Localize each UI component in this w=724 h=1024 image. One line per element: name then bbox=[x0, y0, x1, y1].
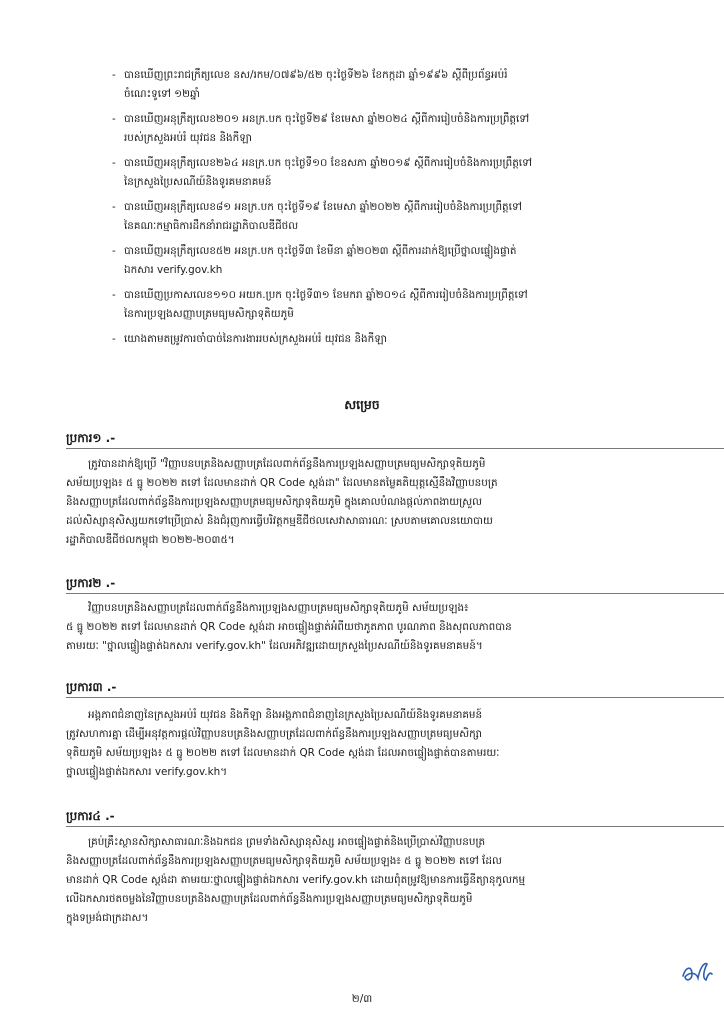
reference-line: ឯកសារ verify.gov.kh bbox=[124, 264, 223, 276]
reference-line: នៃគណៈកម្មាធិការដឹកនាំរាជរដ្ឋាភិបាលឌីជីថល bbox=[124, 220, 299, 232]
body-line: ទុតិយភូមិ សម័យប្រឡង៖ ៥ ធ្នូ ២០២២ តទៅ ដែលមានដាក់ QR Code ស្តង់ដា ដែលអាចផ្ទៀងផ្ទាត់បានតាមរយៈ bbox=[66, 747, 500, 759]
reference-line: ចំណេះទូទៅ ១២ឆ្នាំ bbox=[124, 88, 200, 100]
article-2-heading bbox=[66, 575, 115, 591]
body-line: រដ្ឋាភិបាលឌីជីថលកម្ពុជា ២០២២-២០៣៥។ bbox=[66, 534, 235, 546]
heading-rule bbox=[66, 826, 724, 827]
bullet-dash: - bbox=[112, 157, 116, 169]
decision-title: សម្រេច bbox=[344, 397, 380, 412]
reference-line: បានឃើញអនុក្រឹត្យលេខ២០១ អនក្រ.បក ចុះថ្ងៃទី២៩ ខែមេសា ឆ្នាំ២០២៤ ស្តីពីការរៀបចំនិងការប្រព្រឹត្តទៅ bbox=[124, 113, 530, 125]
reference-line: បានឃើញអនុក្រឹត្យលេខ៨១ អនក្រ.បក ចុះថ្ងៃទី១៩ ខែមេសា ឆ្នាំ២០២២ ស្តីពីការរៀបចំនិងការប្រព្រឹត្តទៅ bbox=[124, 201, 522, 213]
article-heading-text: ប្រការ៣ .- bbox=[66, 680, 117, 694]
body-line: ត្រូវបានដាក់ឱ្យប្រើ "វិញ្ញាបនបត្រនិងសញ្ញាបត្រដែលពាក់ព័ន្ធនឹងការប្រឡងសញ្ញាបត្រមធ្យមសិក្សាទុតិយភូមិ bbox=[88, 458, 486, 470]
body-line: វិញ្ញាបនបត្រនិងសញ្ញាបត្រដែលពាក់ព័ន្ធនឹងការប្រឡងសញ្ញាបត្រមធ្យមសិក្សាទុតិយភូមិ សម័យប្រឡង៖ bbox=[88, 602, 469, 614]
body-line: អង្គភាពជំនាញនៃក្រសួងអប់រំ យុវជន និងកីឡា និងអង្គភាពជំនាញនៃក្រសួងប្រៃសណីយ៍និងទូរគមនាគមន៍ bbox=[88, 709, 483, 721]
reference-item bbox=[112, 110, 672, 148]
references-list bbox=[112, 66, 672, 355]
body-line: មានដាក់ QR Code ស្តង់ដា តាមរយៈថ្នាលផ្ទៀងផ្ទាត់ឯកសារ verify.gov.kh ដោយពុំតម្រូវឱ្យមានការធ្វើនីត្យានុកូលកម្ម bbox=[66, 874, 526, 886]
body-line: និងសញ្ញាបត្រដែលពាក់ព័ន្ធនឹងការប្រឡងសញ្ញាបត្រមធ្យមសិក្សាទុតិយភូមិ សម័យប្រឡង៖ ៥ ធ្នូ ២០២២ តទៅ ដែល bbox=[66, 855, 502, 867]
bullet-dash: - bbox=[112, 69, 116, 81]
reference-line: យោងតាមតម្រូវការចាំបាច់នៃការងាររបស់ក្រសួងអប់រំ យុវជន និងកីឡា bbox=[124, 333, 387, 345]
body-line: និងសញ្ញាបត្រដែលពាក់ព័ន្ធនឹងការប្រឡងសញ្ញាបត្រមធ្យមសិក្សាទុតិយភូមិ ក្នុងគោលបំណងផ្តល់ភាពងាយស្រួល bbox=[66, 496, 483, 508]
article-4-heading bbox=[66, 808, 115, 824]
article-4-body bbox=[66, 833, 678, 928]
bullet-dash: - bbox=[112, 289, 116, 301]
reference-item bbox=[112, 154, 672, 192]
reference-line: បានឃើញព្រះរាជក្រឹត្យលេខ នស/រកម/០៧៩៦/៥២ ចុះថ្ងៃទី២៦ ខែកក្កដា ឆ្នាំ១៩៩៦ ស្តីពីប្រព័ន្ធអប់រំ bbox=[124, 69, 508, 81]
reference-line: នៃការប្រឡងសញ្ញាបត្រមធ្យមសិក្សាទុតិយភូមិ bbox=[124, 308, 294, 320]
body-line: សម័យប្រឡង៖ ៥ ធ្នូ ២០២២ តទៅ ដែលមានដាក់ QR Code ស្តង់ដា" ដែលមានតម្លៃគតិយុត្តស្មើនឹងវិញ្ញាបនបត្រ bbox=[66, 477, 498, 489]
body-line: តាមរយៈ "ថ្នាលផ្ទៀងផ្ទាត់ឯកសារ verify.gov.kh" ដែលអភិវឌ្ឍដោយក្រសួងប្រៃសណីយ៍និងទូរគមនាគមន៍។ bbox=[66, 640, 483, 652]
article-heading-text: ប្រការ២ .- bbox=[66, 576, 116, 590]
reference-item bbox=[112, 198, 672, 236]
reference-line: របស់ក្រសួងអប់រំ យុវជន និងកីឡា bbox=[124, 132, 252, 144]
reference-line: បានឃើញអនុក្រឹត្យលេខ២៦៤ អនក្រ.បក ចុះថ្ងៃទី១០ ខែឧសភា ឆ្នាំ២០១៩ ស្តីពីការរៀបចំនិងការប្រព្រឹត្តទៅ bbox=[124, 157, 532, 169]
bullet-dash: - bbox=[112, 333, 116, 345]
body-line: ដល់សិស្សានុសិស្សយកទៅប្រើប្រាស់ និងជំរុញការធ្វើបរិវត្តកម្មឌីជីថលសេវាសាធារណៈ ស្របតាមគោលនយោបាយ bbox=[66, 515, 493, 527]
article-3-body bbox=[66, 706, 678, 782]
heading-rule bbox=[66, 448, 724, 449]
article-heading-text: ប្រការ៤ .- bbox=[66, 809, 115, 823]
article-1-body bbox=[66, 455, 678, 550]
heading-rule bbox=[66, 697, 724, 698]
reference-item bbox=[112, 286, 672, 324]
reference-line: បានឃើញប្រកាសលេខ១១០ អយក.ប្រក ចុះថ្ងៃទី៣១ ខែមករា ឆ្នាំ២០១៤ ស្តីពីការរៀបចំនិងការប្រព្រឹត្តទៅ bbox=[124, 289, 528, 301]
bullet-dash: - bbox=[112, 113, 116, 125]
reference-item bbox=[112, 66, 672, 104]
body-line: ត្រូវសហការគ្នា ដើម្បីអនុវត្តការផ្តល់វិញ្ញាបនបត្រនិងសញ្ញាបត្រដែលពាក់ព័ន្ធនឹងការប្រឡងសញ្ញាបត្រមធ្យមសិក្សា bbox=[66, 728, 482, 740]
article-2-body bbox=[66, 599, 678, 656]
reference-line: នៃក្រសួងប្រៃសណីយ៍និងទូរគមនាគមន៍ bbox=[124, 176, 272, 188]
page-number: ២/៣ bbox=[351, 993, 373, 1005]
heading-rule bbox=[66, 593, 724, 594]
body-line: ថ្នាលផ្ទៀងផ្ទាត់ឯកសារ verify.gov.kh។ bbox=[66, 766, 228, 778]
body-line: គ្រប់គ្រឹះស្ថានសិក្សាសាធារណៈនិងឯកជន ព្រមទាំងសិស្សានុសិស្ស អាចផ្ទៀងផ្ទាត់និងប្រើប្រាស់វិញ្ញាបនបត្រ bbox=[88, 836, 486, 848]
reference-item bbox=[112, 242, 672, 280]
article-heading-text: ប្រការ១ .- bbox=[66, 431, 116, 445]
article-1-heading bbox=[66, 430, 115, 446]
reference-item bbox=[112, 330, 672, 349]
bullet-dash: - bbox=[112, 201, 116, 213]
body-line: ក្នុងទម្រង់ជាក្រដាស។ bbox=[66, 912, 149, 924]
article-3-heading bbox=[66, 679, 116, 695]
body-line: លើឯកសារថតចម្លងនៃវិញ្ញាបនបត្រនិងសញ្ញាបត្រដែលពាក់ព័ន្ធនឹងការប្រឡងសញ្ញាបត្រមធ្យមសិក្សាទុតិយភូមិ bbox=[66, 893, 473, 905]
body-line: ៥ ធ្នូ ២០២២ តទៅ ដែលមានដាក់ QR Code ស្តង់ដា អាចផ្ទៀងផ្ទាត់អំពីយថាភូតភាព បូរណភាព និងសុពលភាពបាន bbox=[66, 621, 512, 633]
signature-mark bbox=[680, 958, 714, 986]
bullet-dash: - bbox=[112, 245, 116, 257]
reference-line: បានឃើញអនុក្រឹត្យលេខ៥២ អនក្រ.បក ចុះថ្ងៃទី៣ ខែមីនា ឆ្នាំ២០២៣ ស្តីពីការដាក់ឱ្យប្រើថ្នាលផ្ទៀងផ្ទាត់ bbox=[124, 245, 517, 257]
